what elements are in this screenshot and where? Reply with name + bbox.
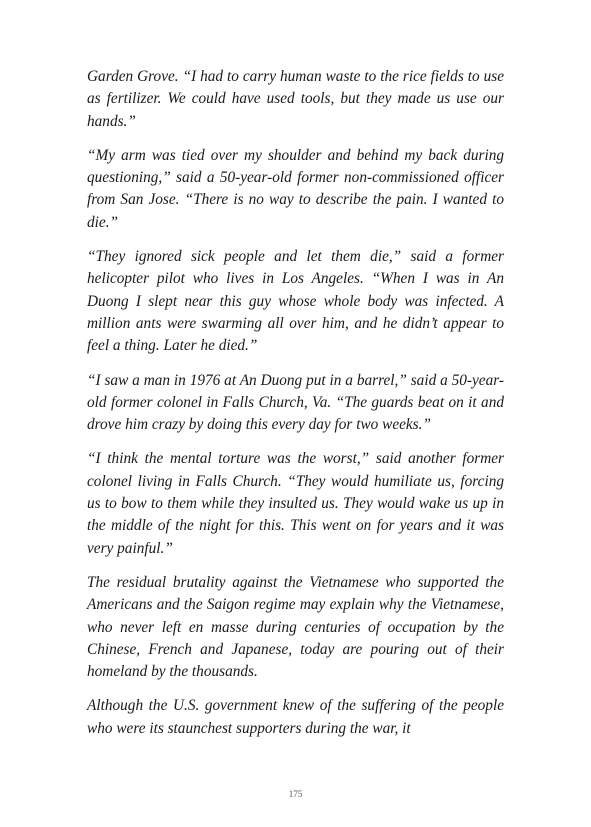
paragraph-1: Garden Grove. “I had to carry human waste to the rice fields to use as fertilizer. We could have used tools, but they made us use our hands.” xyxy=(87,68,504,130)
paragraph-5: “I think the mental torture was the worst,” said another former colonel living in Falls Church. “They would humiliate us, forcing us to bow to them while they insulted us. They would wake us up in the middle of the night for this. This went on for years and it was very painful.” xyxy=(87,450,504,557)
page-number: 175 xyxy=(288,789,303,799)
paragraph-7: Although the U.S. government knew of the suffering of the people who were its staunchest supporters during the war, it xyxy=(87,697,504,737)
paragraph-6: The residual brutality against the Vietnamese who supported the Americans and the Saigon regime may explain why the Vietnamese, who never left en masse during centuries of occupation by the Chinese, French and Japanese, today are pouring out of their homeland by the thousands. xyxy=(87,573,504,681)
body-text xyxy=(87,66,504,740)
paragraph-2: “My arm was tied over my shoulder and behind my back during questioning,” said a 50-year-old former non-commissioned officer from San Jose. “There is no way to describe the pain. I wanted to die.” xyxy=(87,146,504,231)
paragraph-3: “They ignored sick people and let them die,” said a former helicopter pilot who lives in Los Angeles. “When I was in An Duong I slept near this guy whose whole body was infected. A million ants were swarming all over him, and he didn’t appear to feel a thing. Later he died.” xyxy=(87,248,504,355)
paragraph-4: “I saw a man in 1976 at An Duong put in a barrel,” said a 50-year-old former colonel in Falls Church, Va. “The guards beat on it and drove him crazy by doing this every day for two weeks.” xyxy=(87,371,504,434)
